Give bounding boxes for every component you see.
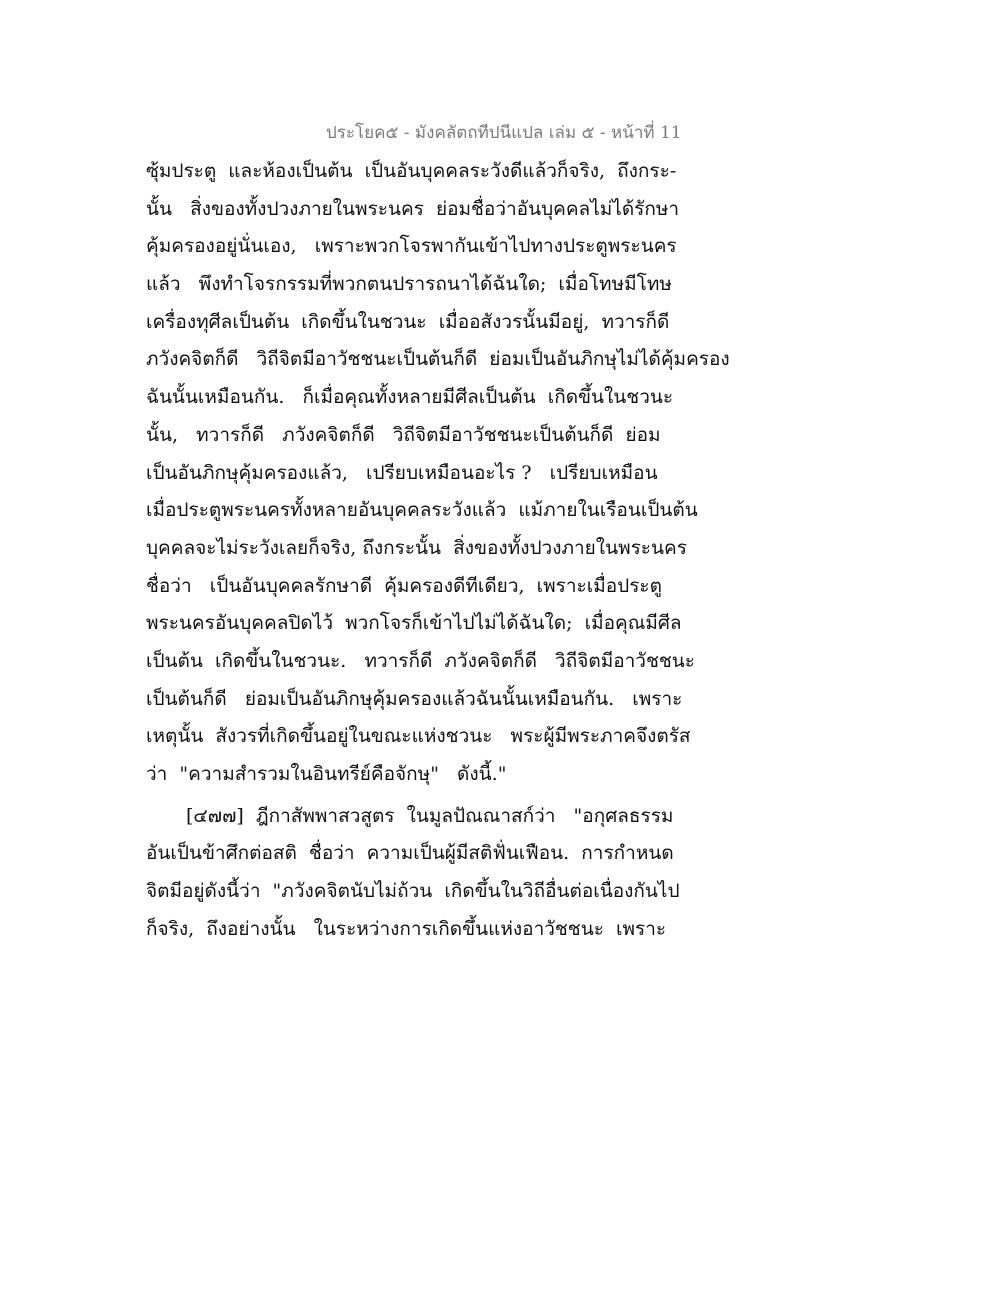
text-line: นั้น, ทวารก็ดี ภวังคจิตก็ดี วิถีจิตมีอาวัชชนะเป็นต้นก็ดี ย่อม	[146, 423, 661, 446]
text-line: อันเป็นข้าศึกต่อสติ ชื่อว่า ความเป็นผู้มีสติฟั่นเฟือน. การกำหนด	[146, 842, 674, 865]
page-header: ประโยค๕ - มังคลัตถทีปนีแปล เล่ม ๕ - หน้าที่ 11	[326, 123, 682, 143]
text-line: เป็นอันภิกษุคุ้มครองแล้ว, เปรียบเหมือนอะไร ? เปรียบเหมือน	[146, 461, 658, 484]
text-line: บุคคลจะไม่ระวังเลยก็จริง, ถึงกระนั้น สิ่งของทั้งปวงภายในพระนคร	[146, 536, 687, 559]
text-line: [๔๗๗] ฎีกาสัพพาสวสูตร ในมูลปัณณาสก์ว่า "อกุศลธรรม	[186, 804, 674, 827]
text-line: แล้ว พึงทำโจรกรรมที่พวกตนปรารถนาได้ฉันใด; เมื่อโทษมีโทษ	[146, 273, 672, 296]
text-line: เป็นต้น เกิดขึ้นในชวนะ. ทวารก็ดี ภวังคจิตก็ดี วิถีจิตมีอาวัชชนะ	[146, 649, 695, 672]
text-line: คุ้มครองอยู่นั่นเอง, เพราะพวกโจรพากันเข้าไปทางประตูพระนคร	[146, 235, 677, 258]
text-line: เป็นต้นก็ดี ย่อมเป็นอันภิกษุคุ้มครองแล้วฉันนั้นเหมือนกัน. เพราะ	[146, 687, 683, 710]
text-line: ชื่อว่า เป็นอันบุคคลรักษาดี คุ้มครองดีทีเดียว, เพราะเมื่อประตู	[146, 574, 662, 597]
text-line: เครื่องทุศีลเป็นต้น เกิดขึ้นในชวนะ เมื่ออสังวรนั้นมีอยู่, ทวารก็ดี	[146, 310, 670, 333]
text-line: ก็จริง, ถึงอย่างนั้น ในระหว่างการเกิดขึ้นแห่งอาวัชชนะ เพราะ	[146, 917, 667, 940]
paragraph-477	[146, 798, 726, 949]
text-line: พระนครอันบุคคลปิดไว้ พวกโจรก็เข้าไปไม่ได้ฉันใด; เมื่อคุณมีศีล	[146, 612, 682, 635]
text-line: ว่า "ความสำรวมในอินทรีย์คือจักษุ" ดังนี้."	[146, 763, 507, 785]
text-line: นั้น สิ่งของทั้งปวงภายในพระนคร ย่อมชื่อว่าอันบุคคลไม่ได้รักษา	[146, 197, 680, 220]
body-text	[146, 153, 730, 948]
text-line: ฉันนั้นเหมือนกัน. ก็เมื่อคุณทั้งหลายมีศีลเป็นต้น เกิดขึ้นในชวนะ	[146, 386, 674, 409]
text-line: ซุ้มประตู และห้องเป็นต้น เป็นอันบุคคลระวังดีแล้วก็จริง, ถึงกระ-	[146, 160, 677, 182]
text-line: เหตุนั้น สังวรที่เกิดขึ้นอยู่ในขณะแห่งชวนะ พระผู้มีพระภาคจึงตรัส	[146, 725, 691, 748]
text-line: จิตมีอยู่ดังนี้ว่า "ภวังคจิตนับไม่ถ้วน เกิดขึ้นในวิถีอื่นต่อเนื่องกันไป	[146, 880, 680, 903]
text-line: เมื่อประตูพระนครทั้งหลายอันบุคคลระวังแล้ว แม้ภายในเรือนเป็นต้น	[146, 499, 698, 522]
text-line: ภวังคจิตก็ดี วิถีจิตมีอาวัชชนะเป็นต้นก็ดี ย่อมเป็นอันภิกษุไม่ได้คุ้มครอง	[146, 348, 730, 371]
